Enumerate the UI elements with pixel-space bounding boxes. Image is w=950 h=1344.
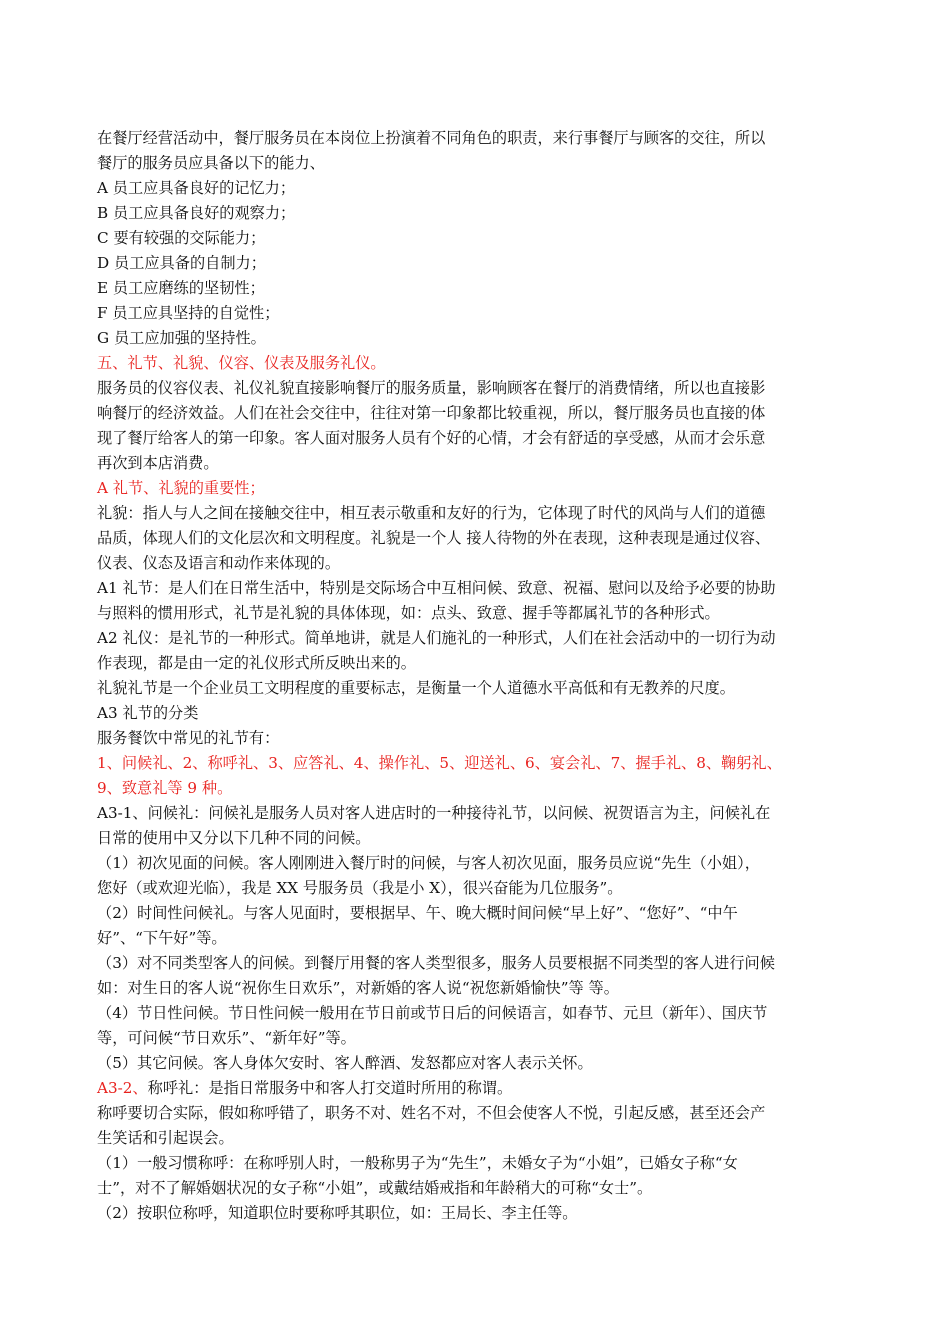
paragraph-line: （1）初次见面的问候。客人刚刚进入餐厅时的问候，与客人初次见面，服务员应说“先生（小姐）， <box>97 854 760 872</box>
paragraph-line: D 员工应具备的自制力； <box>97 254 266 272</box>
paragraph-line: 生笑话和引起误会。 <box>97 1129 234 1147</box>
paragraph-line: （3）对不同类型客人的问候。到餐厅用餐的客人类型很多，服务人员要根据不同类型的客人进行问候 <box>97 954 775 972</box>
paragraph-line: （2）时间性问候礼。与客人见面时，要根据早、午、晚大概时间问候“早上好”、“您好”、“中午 <box>97 904 738 922</box>
paragraph-line: 礼貌礼节是一个企业员工文明程度的重要标志，是衡量一个人道德水平高低和有无教养的尺度。 <box>97 679 735 697</box>
paragraph-line: A 员工应具备良好的记忆力； <box>97 179 296 197</box>
document-page <box>97 126 857 1226</box>
paragraph-line: A3-1、问候礼：问候礼是服务人员对客人进店时的一种接待礼节，以问候、祝贺语言为主，问候礼在 <box>97 804 771 822</box>
paragraph-line: 再次到本店消费。 <box>97 454 219 472</box>
paragraph-line: （2）按职位称呼，知道职位时要称呼其职位，如：王局长、李主任等。 <box>97 1204 578 1222</box>
section-heading: A 礼节、礼貌的重要性； <box>97 479 265 497</box>
section-heading: 9、致意礼等 9 种。 <box>97 779 233 797</box>
paragraph-line: （1）一般习惯称呼：在称呼别人时，一般称男子为“先生”，未婚女子为“小姐”，已婚女子称“女 <box>97 1154 738 1172</box>
line-text: 称呼礼：是指日常服务中和客人打交道时所用的称谓。 <box>147 1079 513 1097</box>
section-heading: 1、问候礼、2、称呼礼、3、应答礼、4、操作礼、5、迎送礼、6、宴会礼、7、握手礼、8、鞠躬礼、 <box>97 754 782 772</box>
paragraph-line: 餐厅的服务员应具备以下的能力、 <box>97 154 325 172</box>
paragraph-line <box>97 1076 857 1101</box>
paragraph-line: E 员工应磨练的坚韧性； <box>97 279 265 297</box>
paragraph-line: 服务餐饮中常见的礼节有： <box>97 729 280 747</box>
paragraph-line: 如：对生日的客人说“祝你生日欢乐”，对新婚的客人说“祝您新婚愉快”等 等。 <box>97 979 619 997</box>
paragraph-line: A1 礼节：是人们在日常生活中，特别是交际场合中互相问候、致意、祝福、慰问以及给予必要的协助 <box>97 579 776 597</box>
paragraph-line: 服务员的仪容仪表、礼仪礼貌直接影响餐厅的服务质量，影响顾客在餐厅的消费情绪，所以也直接影 <box>97 379 766 397</box>
paragraph-line: A3 礼节的分类 <box>97 704 199 722</box>
paragraph-line: 礼貌：指人与人之间在接触交往中，相互表示敬重和友好的行为，它体现了时代的风尚与人们的道德 <box>97 504 766 522</box>
paragraph-line: 与照料的惯用形式，礼节是礼貌的具体体现，如：点头、致意、握手等都属礼节的各种形式。 <box>97 604 720 622</box>
paragraph-line: 等，可问候“节日欢乐”、“新年好”等。 <box>97 1029 356 1047</box>
section-heading: 五、礼节、礼貌、仪容、仪表及服务礼仪。 <box>97 354 386 372</box>
paragraph-line: 您好（或欢迎光临），我是 XX 号服务员（我是小 X），很兴奋能为几位服务”。 <box>97 879 623 897</box>
paragraph-line: 好”、“下午好”等。 <box>97 929 227 947</box>
paragraph-line: B 员工应具备良好的观察力； <box>97 204 296 222</box>
paragraph-line: 现了餐厅给客人的第一印象。客人面对服务人员有个好的心情，才会有舒适的享受感，从而才会乐意 <box>97 429 766 447</box>
heading-prefix: A3-2、 <box>97 1079 148 1097</box>
paragraph-line: 日常的使用中又分以下几种不同的问候。 <box>97 829 371 847</box>
paragraph-line: 士”，对不了解婚姻状况的女子称“小姐”，或戴结婚戒指和年龄稍大的可称“女士”。 <box>97 1179 653 1197</box>
paragraph-line: （4）节日性问候。节日性问候一般用在节日前或节日后的问候语言，如春节、元旦（新年）、国庆节 <box>97 1004 768 1022</box>
paragraph-line: 称呼要切合实际，假如称呼错了，职务不对、姓名不对，不但会使客人不悦，引起反感，甚至还会产 <box>97 1104 766 1122</box>
paragraph-line: 仪表、仪态及语言和动作来体现的。 <box>97 554 340 572</box>
paragraph-line: G 员工应加强的坚持性。 <box>97 329 266 347</box>
paragraph-line: 在餐厅经营活动中，餐厅服务员在本岗位上扮演着不同角色的职责，来行事餐厅与顾客的交往，所以 <box>97 129 766 147</box>
paragraph-line: （5）其它问候。客人身体欠安时、客人醉酒、发怒都应对客人表示关怀。 <box>97 1054 593 1072</box>
paragraph-line: 品质，体现人们的文化层次和文明程度。礼貌是一个人 接人待物的外在表现，这种表现是通过仪容、 <box>97 529 771 547</box>
paragraph-line: F 员工应具坚持的自觉性； <box>97 304 280 322</box>
paragraph-line: C 要有较强的交际能力； <box>97 229 266 247</box>
paragraph-line: 响餐厅的经济效益。人们在社会交往中，往往对第一印象都比较重视，所以，餐厅服务员也直接的体 <box>97 404 766 422</box>
paragraph-line: 作表现，都是由一定的礼仪形式所反映出来的。 <box>97 654 416 672</box>
paragraph-line: A2 礼仪：是礼节的一种形式。简单地讲，就是人们施礼的一种形式，人们在社会活动中的一切行为动 <box>97 629 776 647</box>
